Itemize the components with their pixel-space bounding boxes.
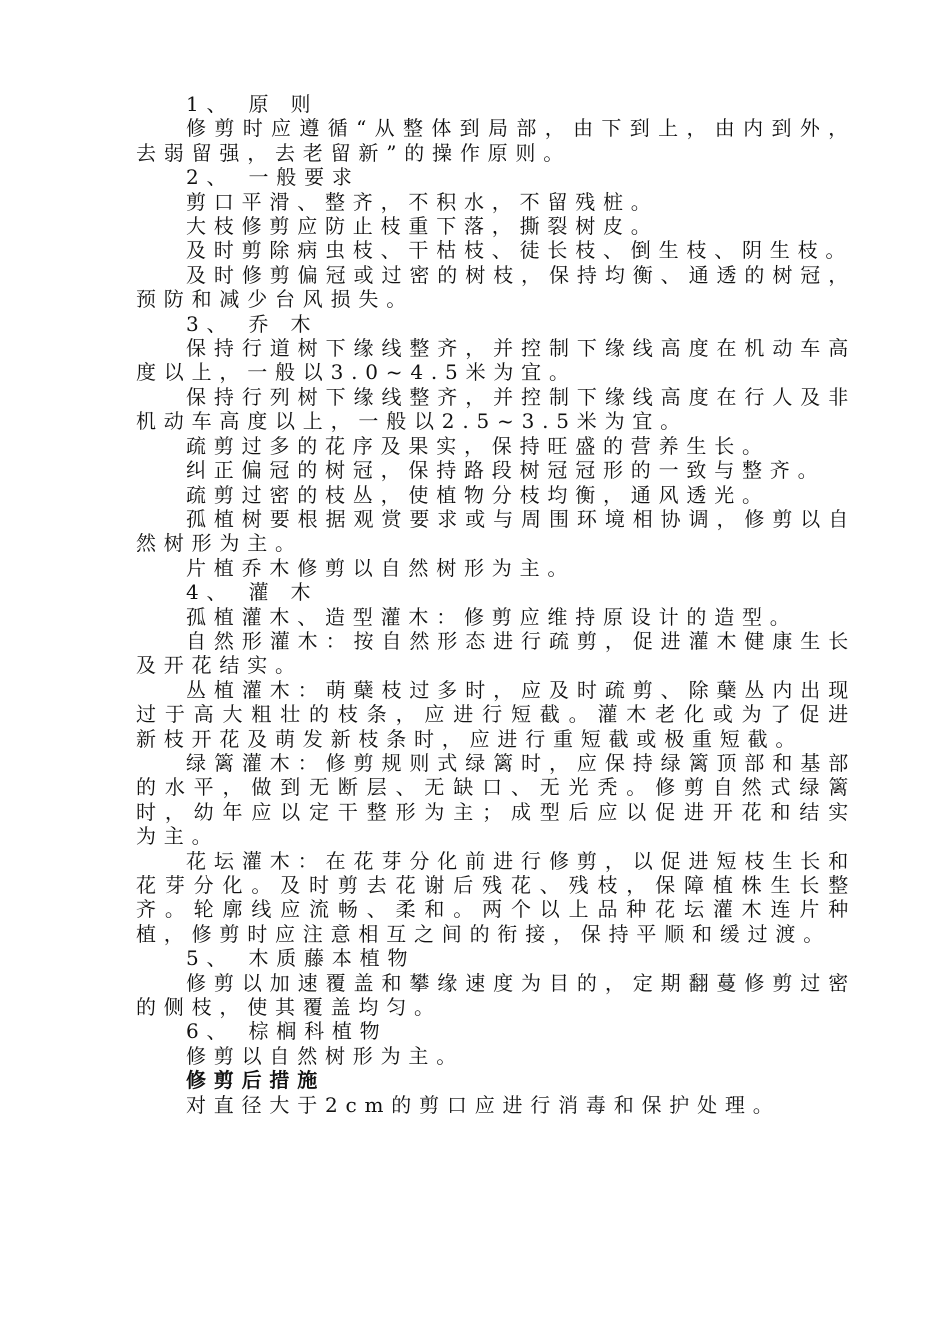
paragraph: 保持行道树下缘线整齐，并控制下缘线高度在机动车高度以上，一般以3.0~4.5米为宜。: [136, 336, 856, 385]
paragraph: 疏剪过密的枝丛，使植物分枝均衡，通风透光。: [186, 482, 770, 507]
paragraph: 大枝修剪应防止枝重下落，撕裂树皮。: [186, 214, 659, 239]
section-heading: 2、 一般要求: [186, 165, 360, 190]
document-body: [136, 92, 856, 1117]
paragraph: 修剪时应遵循“从整体到局部，由下到上，由内到外，去弱留强，去老留新”的操作原则。: [136, 116, 856, 165]
paragraph: 剪口平滑、整齐，不积水，不留残桩。: [186, 189, 659, 214]
section-heading: 4、 灌 木: [186, 580, 319, 605]
paragraph: 及时剪除病虫枝、干枯枝、徒长枝、倒生枝、阴生枝。: [186, 238, 854, 263]
paragraph: 自然形灌木：按自然形态进行疏剪，促进灌木健康生长及开花结实。: [136, 628, 856, 678]
paragraph: 花坛灌木：在花芽分化前进行修剪，以促进短枝生长和花芽分化。及时剪去花谢后残花、残枝，保障植株生长整齐。轮廓线应流畅、柔和。两个以上品种花坛灌木连片种植，修剪时应注意相互之间的衔接，保持平顺和缓过渡。: [136, 848, 856, 946]
paragraph: 及时修剪偏冠或过密的树枝，保持均衡、通透的树冠，预防和减少台风损失。: [136, 262, 856, 312]
paragraph: 保持行列树下缘线整齐，并控制下缘线高度在行人及非机动车高度以上，一般以2.5~3.5米为宜。: [136, 384, 856, 434]
paragraph: 修剪以自然树形为主。: [186, 1043, 464, 1068]
paragraph: 孤植树要根据观赏要求或与周围环境相协调，修剪以自然树形为主。: [136, 506, 856, 556]
paragraph: 孤植灌木、造型灌木：修剪应维持原设计的造型。: [186, 604, 798, 629]
section-heading: 1、 原 则: [186, 92, 319, 116]
paragraph: 修剪以加速覆盖和攀缘速度为目的，定期翻蔓修剪过密的侧枝，使其覆盖均匀。: [136, 970, 856, 1020]
paragraph: 丛植灌木：萌蘖枝过多时，应及时疏剪、除蘖丛内出现过于高大粗壮的枝条，应进行短截。灌木老化或为了促进新枝开花及萌发新枝条时，应进行重短截或极重短截。: [136, 677, 856, 751]
paragraph: 疏剪过多的花序及果实，保持旺盛的营养生长。: [186, 433, 770, 458]
section-heading: 6、 棕榈科植物: [186, 1019, 388, 1044]
paragraph: 纠正偏冠的树冠，保持路段树冠冠形的一致与整齐。: [186, 458, 826, 483]
paragraph: 绿篱灌木：修剪规则式绿篱时，应保持绿篱顶部和基部的水平，做到无断层、无缺口、无光秃。修剪自然式绿篱时，幼年应以定干整形为主；成型后应以促进开花和结实为主。: [136, 750, 856, 849]
section-heading: 3、 乔 木: [186, 311, 319, 336]
section-heading: 5、 木质藤本植物: [186, 946, 416, 971]
paragraph: 片植乔木修剪以自然树形为主。: [186, 555, 576, 580]
after-measures-heading: 修剪后措施: [186, 1068, 325, 1093]
paragraph: 对直径大于2cm的剪口应进行消毒和保护处理。: [186, 1092, 781, 1117]
